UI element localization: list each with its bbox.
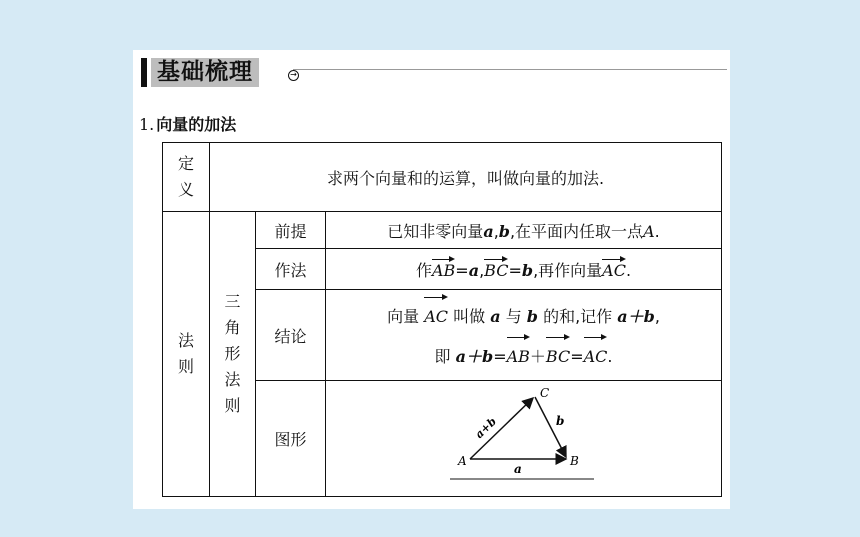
conclusion-text: 向量 AC 叫做 a 与 b 的和,记作 a＋b, 即 a＋b=AB＋BC=AC.: [326, 290, 722, 381]
side-ab-sum-label: a+b: [472, 414, 499, 441]
triangle-diagram: [444, 387, 604, 487]
side-a-label: a: [513, 461, 522, 476]
document-sheet: [133, 50, 730, 509]
circle-arrow-icon: →: [288, 70, 299, 81]
rule-label: 法 则: [163, 212, 210, 497]
point-b-label: B: [569, 453, 579, 468]
point-c-label: C: [539, 386, 549, 400]
conclusion-label: 结论: [256, 290, 326, 381]
definition-row: [163, 143, 722, 212]
method-label: 作法: [256, 249, 326, 290]
triangle-rule-label: 三 角 形 法 则: [210, 212, 256, 497]
section-header: [141, 56, 727, 90]
side-b-label: b: [555, 413, 564, 428]
premise-label: 前提: [256, 212, 326, 249]
point-a-label: A: [457, 453, 467, 468]
subheading-number: 1.: [139, 115, 155, 134]
definition-label: 定 义: [163, 143, 210, 212]
header-rule: [293, 69, 727, 70]
premise-text: 已知非零向量a,b,在平面内任取一点A.: [326, 212, 722, 249]
figure-cell: [326, 381, 722, 497]
figure-label: 图形: [256, 381, 326, 497]
definition-text: 求两个向量和的运算，叫做向量的加法.: [210, 143, 722, 212]
subheading-text: 向量的加法: [156, 115, 237, 134]
premise-row: [163, 212, 722, 249]
section-title: 基础梳理: [151, 58, 259, 87]
vector-addition-table: [162, 142, 722, 497]
subheading: [139, 112, 236, 135]
header-bar-marker: [141, 58, 147, 87]
method-text: 作AB=a,BC=b,再作向量AC.: [326, 249, 722, 290]
